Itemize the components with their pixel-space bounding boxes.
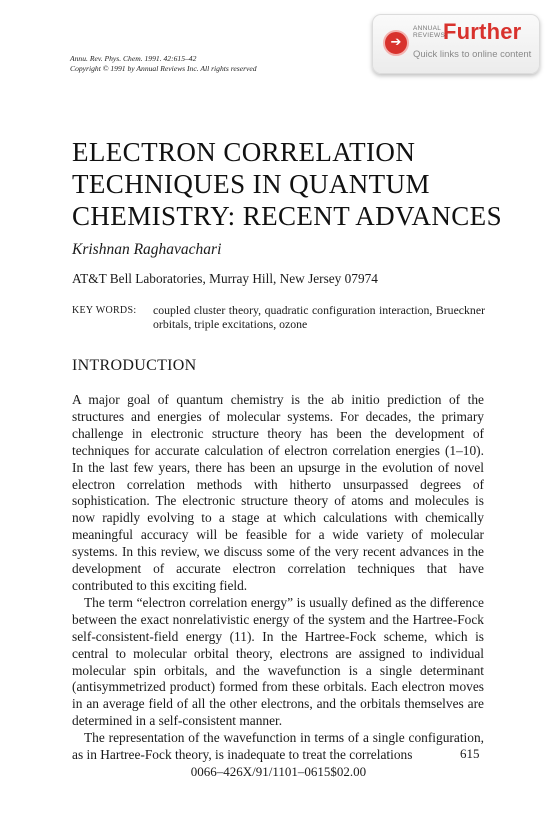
annual-reviews-logo: ANNUAL REVIEWS [413, 25, 446, 39]
badge-subtitle: Quick links to online content [413, 49, 532, 60]
title-line: ELECTRON CORRELATION [72, 137, 416, 167]
keywords-list: coupled cluster theory, quadratic configuration interaction, Brueckner orbitals, triple excitations, ozone [153, 303, 485, 331]
arrow-right-icon: ➔ [383, 30, 409, 56]
copyright-line: Copyright © 1991 by Annual Reviews Inc. All rights reserved [70, 64, 257, 73]
article-code: 0066–426X/91/1101–0615$02.00 [190, 764, 367, 779]
paragraph: A major goal of quantum chemistry is the ab initio prediction of the structures and energies of molecular systems. For decades, the primary challenge in electronic structure theory has been the development of techniques for accurate calculation of electron correlation energies (1–10). In the last few years, there has been an upsurge in the evolution of novel electron correlation methods with hitherto unsurpassed degrees of sophistication. The electronic structure theory of atoms and molecules is now rapidly evolving to a stage at which calculations with chemically meaningful accuracy will be feasible for a wide variety of molecular systems. In this review, we discuss some of the very recent advances in the development of accurate electron correlation techniques that have contributed to this exciting field. [72, 392, 484, 593]
title-line: CHEMISTRY: RECENT ADVANCES [72, 201, 502, 231]
keywords-label: KEY WORDS: [72, 305, 137, 316]
article-title [72, 136, 532, 232]
title-line: TECHNIQUES IN QUANTUM [72, 169, 430, 199]
journal-citation [70, 54, 257, 74]
author-name: Krishnan Raghavachari [72, 241, 222, 258]
page-number: 615 [460, 746, 480, 761]
author-affiliation: AT&T Bell Laboratories, Murray Hill, New Jersey 07974 [72, 271, 378, 286]
body-text [72, 392, 484, 764]
annual-reviews-further-badge[interactable] [372, 14, 540, 74]
paragraph: The representation of the wavefunction in terms of a single configuration, as in Hartree-Fock theory, is inadequate to treat the correlations [72, 730, 484, 763]
section-heading: INTRODUCTION [72, 357, 197, 374]
paragraph: The term “electron correlation energy” is usually defined as the difference between the exact nonrelativistic energy of the system and the Hartree-Fock self-consistent-field energy (11). In the Hartree-Fock scheme, which is central to molecular orbital theory, electrons are assigned to individual molecular spin orbitals, and the wavefunction is a single determinant (antisymmetrized product) formed from these orbitals. Each electron moves in an average field of all the other electrons, and the orbitals themselves are determined in a self-consistent manner. [72, 594, 484, 729]
further-label: Further [443, 19, 522, 44]
journal-reference: Annu. Rev. Phys. Chem. 1991. 42:615–42 [70, 54, 197, 63]
